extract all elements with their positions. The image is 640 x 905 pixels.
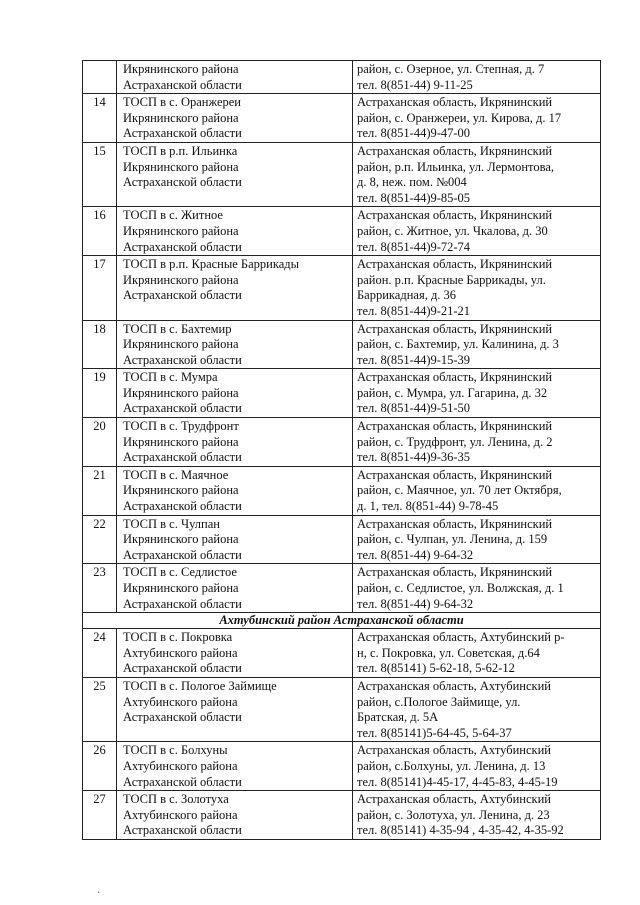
office-name-line: ТОСП в с. Болхуны [123, 743, 228, 758]
address-line: район, с. Оранжереи, ул. Кирова, д. 17 [357, 110, 562, 125]
address-line: Астраханская область, Икрянинский [357, 95, 553, 110]
address-line: тел. 8(851-44)9-51-50 [357, 401, 471, 416]
section-header-body [83, 613, 601, 629]
row-number: 20 [83, 418, 117, 467]
office-name-line: ТОСП в с. Пологое Займище [123, 678, 277, 693]
table-row [83, 466, 601, 515]
address-line: Баррикадная, д. 36 [357, 288, 457, 303]
office-name-line: Икрянинского района [123, 272, 239, 287]
row-number: 22 [83, 515, 117, 564]
office-name-line: ТОСП в р.п. Красные Баррикады [123, 257, 300, 272]
office-name-cell [117, 256, 353, 320]
office-name-line: ТОСП в с. Оранжереи [123, 95, 241, 110]
office-name-line: Ахтубинского района [123, 645, 238, 660]
address-line: Астраханская область, Ахтубинский р- [357, 630, 565, 645]
address-line: тел. 8(851-44) 9-11-25 [357, 77, 473, 92]
row-number: 17 [83, 256, 117, 320]
address-cell [353, 94, 601, 143]
address-line: тел. 8(851-44)9-21-21 [357, 303, 471, 318]
offices-table [82, 60, 601, 840]
row-number: 23 [83, 564, 117, 613]
row-number: 21 [83, 466, 117, 515]
table-row [83, 94, 601, 143]
scan-mark: · [97, 888, 101, 899]
address-line: тел. 8(851-44)9-72-74 [357, 239, 471, 254]
office-name-cell [117, 742, 353, 791]
table-row [83, 677, 601, 741]
address-line: район, с. Маячное, ул. 70 лет Октября, [357, 483, 562, 498]
office-name-line: Астраханской области [123, 352, 242, 367]
address-line: район, р.п. Ильинка, ул. Лермонтова, [357, 159, 555, 174]
office-name-line: ТОСП в с. Покровка [123, 630, 233, 645]
address-cell [353, 677, 601, 741]
address-cell [353, 369, 601, 418]
office-name-cell [117, 94, 353, 143]
address-cell [353, 466, 601, 515]
address-cell [353, 320, 601, 369]
address-line: Астраханская область, Ахтубинский [357, 743, 551, 758]
address-line: д. 8, неж. пом. №004 [357, 175, 467, 190]
office-name-line: Икрянинского района [123, 385, 239, 400]
address-cell [353, 418, 601, 467]
address-line: Астраханская область, Ахтубинский [357, 678, 551, 693]
office-name-cell [117, 61, 353, 94]
office-name-cell [117, 564, 353, 613]
address-line: район, с. Чулпан, ул. Ленина, д. 159 [357, 532, 548, 547]
office-name-line: Икрянинского района [123, 62, 239, 76]
address-line: тел. 8(851-44) 9-64-32 [357, 596, 474, 611]
office-name-line: ТОСП в с. Трудфронт [123, 419, 239, 434]
address-line: Астраханская область, Икрянинский [357, 467, 553, 482]
address-line: тел. 8(851-44)9-36-35 [357, 450, 471, 465]
address-line: район, с.Пологое Займище, ул. [357, 694, 521, 709]
table-body-akhtubinsky [83, 629, 601, 840]
table-body-ikryaninsky [83, 61, 601, 613]
address-cell [353, 564, 601, 613]
address-cell [353, 256, 601, 320]
office-name-cell [117, 791, 353, 840]
office-name-line: Икрянинского района [123, 159, 239, 174]
office-name-cell [117, 142, 353, 206]
table-row [83, 742, 601, 791]
address-line: тел. 8(85141)5-64-45, 5-64-37 [357, 725, 512, 740]
table-row [83, 791, 601, 840]
table-row [83, 256, 601, 320]
office-name-cell [117, 629, 353, 678]
address-line: район. р.п. Красные Баррикады, ул. [357, 272, 546, 287]
row-number: 18 [83, 320, 117, 369]
address-line: район, с.Болхуны, ул. Ленина, д. 13 [357, 758, 546, 773]
office-name-line: Астраханской области [123, 450, 242, 465]
row-number [83, 61, 117, 94]
row-number: 27 [83, 791, 117, 840]
office-name-line: Астраханской области [123, 823, 242, 838]
row-number: 26 [83, 742, 117, 791]
office-name-line: ТОСП в с. Золотуха [123, 792, 229, 807]
row-number: 24 [83, 629, 117, 678]
office-name-line: Ахтубинского района [123, 807, 238, 822]
office-name-line: Астраханской области [123, 239, 242, 254]
address-line: район, с. Трудфронт, ул. Ленина, д. 2 [357, 434, 553, 449]
office-name-line: ТОСП в с. Маячное [123, 467, 229, 482]
office-name-line: Ахтубинского района [123, 694, 238, 709]
table-row [83, 61, 601, 94]
office-name-line: Астраханской области [123, 547, 242, 562]
office-name-line: Астраханской области [123, 661, 242, 676]
office-name-line: Астраханской области [123, 499, 242, 514]
address-line: тел. 8(85141)4-45-17, 4-45-83, 4-45-19 [357, 774, 558, 789]
address-cell [353, 791, 601, 840]
row-number: 19 [83, 369, 117, 418]
address-line: тел. 8(85141) 4-35-94 , 4-35-42, 4-35-92 [357, 823, 564, 838]
address-line: тел. 8(851-44)9-15-39 [357, 352, 471, 367]
office-name-line: Икрянинского района [123, 532, 239, 547]
office-name-cell [117, 515, 353, 564]
address-line: тел. 8(851-44)9-47-00 [357, 126, 471, 141]
office-name-cell [117, 466, 353, 515]
section-row [83, 613, 601, 629]
office-name-cell [117, 369, 353, 418]
office-name-line: Икрянинского района [123, 483, 239, 498]
table-row [83, 629, 601, 678]
address-line: тел. 8(85141) 5-62-18, 5-62-12 [357, 661, 515, 676]
office-name-line: Астраханской области [123, 774, 242, 789]
office-name-line: ТОСП в р.п. Ильинка [123, 143, 238, 158]
office-name-cell [117, 677, 353, 741]
address-line: Астраханская область, Икрянинский [357, 143, 553, 158]
office-name-line: Астраханской области [123, 596, 242, 611]
address-line: район, с. Седлистое, ул. Волжская, д. 1 [357, 581, 564, 595]
address-line: Астраханская область, Икрянинский [357, 257, 553, 272]
address-line: Астраханская область, Икрянинский [357, 208, 553, 223]
address-line: район, с. Житное, ул. Чкалова, д. 30 [357, 223, 548, 238]
address-line: н, с. Покровка, ул. Советская, д.64 [357, 645, 540, 660]
office-name-line: Икрянинского района [123, 110, 239, 125]
address-line: д. 1, тел. 8(851-44) 9-78-45 [357, 499, 499, 514]
office-name-cell [117, 320, 353, 369]
address-cell [353, 515, 601, 564]
address-line: Астраханская область, Икрянинский [357, 565, 553, 580]
office-name-line: Астраханской области [123, 401, 242, 416]
office-name-cell [117, 207, 353, 256]
address-line: район, с. Мумра, ул. Гагарина, д. 32 [357, 385, 548, 400]
row-number: 15 [83, 142, 117, 206]
office-name-line: Икрянинского района [123, 434, 239, 449]
address-line: Астраханская область, Ахтубинский [357, 792, 551, 807]
section-title: Ахтубинский район Астраханской области [83, 613, 601, 629]
office-name-line: Астраханской области [123, 175, 242, 190]
office-name-line: ТОСП в с. Житное [123, 208, 223, 223]
office-name-line: Ахтубинского района [123, 758, 238, 773]
office-name-cell [117, 418, 353, 467]
address-cell [353, 207, 601, 256]
address-line: район, с. Бахтемир, ул. Калинина, д. 3 [357, 337, 559, 352]
office-name-line: Астраханской области [123, 710, 242, 725]
office-name-line: Астраханской области [123, 126, 242, 141]
table-row [83, 207, 601, 256]
address-cell [353, 142, 601, 206]
row-number: 25 [83, 677, 117, 741]
address-line: Астраханская область, Икрянинский [357, 321, 553, 336]
office-name-line: Астраханской области [123, 288, 242, 303]
address-line: Братская, д. 5А [357, 710, 439, 725]
office-name-line: ТОСП в с. Бахтемир [123, 321, 232, 336]
address-line: тел. 8(851-44)9-85-05 [357, 190, 471, 205]
office-name-line: Икрянинского района [123, 581, 239, 595]
address-line: Астраханская область, Икрянинский [357, 419, 553, 434]
office-name-line: Астраханской области [123, 77, 242, 92]
address-line: Астраханская область, Икрянинский [357, 516, 553, 531]
office-name-line: ТОСП в с. Чулпан [123, 516, 220, 531]
address-cell [353, 629, 601, 678]
address-cell [353, 742, 601, 791]
table-row [83, 369, 601, 418]
office-name-line: Икрянинского района [123, 223, 239, 238]
table-row [83, 418, 601, 467]
office-name-line: Икрянинского района [123, 337, 239, 352]
row-number: 16 [83, 207, 117, 256]
office-name-line: ТОСП в с. Седлистое [123, 565, 237, 580]
office-name-line: ТОСП в с. Мумра [123, 370, 218, 385]
address-line: тел. 8(851-44) 9-64-32 [357, 547, 474, 562]
address-line: район, с. Золотуха, ул. Ленина, д. 23 [357, 807, 550, 822]
address-line: Астраханская область, Икрянинский [357, 370, 553, 385]
address-cell [353, 61, 601, 94]
table-row [83, 320, 601, 369]
table-row [83, 564, 601, 613]
address-line: район, с. Озерное, ул. Степная, д. 7 [357, 62, 545, 76]
table-row [83, 515, 601, 564]
row-number: 14 [83, 94, 117, 143]
table-row [83, 142, 601, 206]
